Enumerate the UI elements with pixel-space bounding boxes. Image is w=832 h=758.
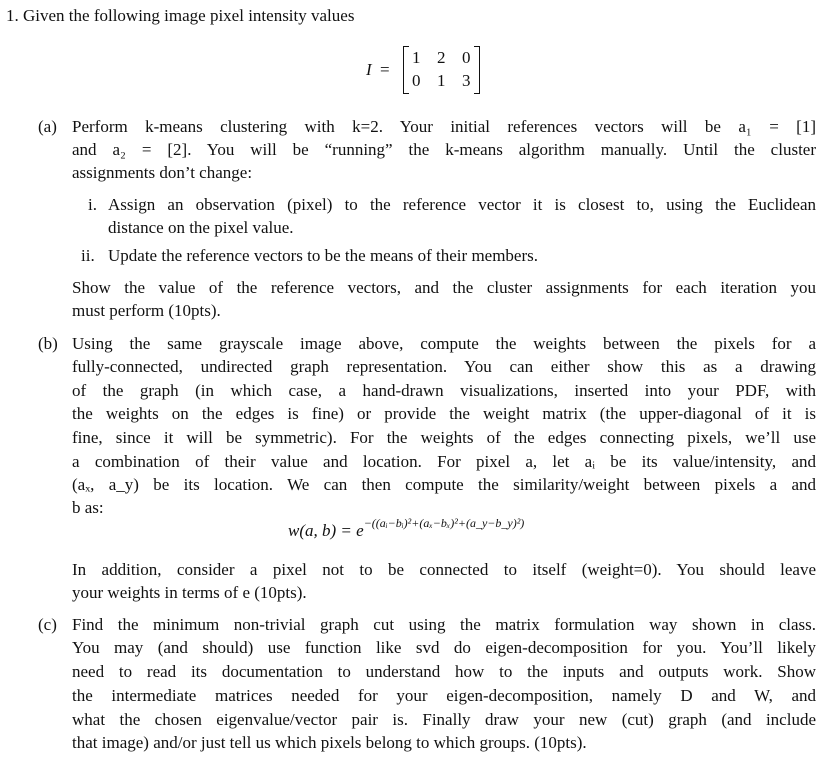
part-a-after-line: Show the value of the reference vectors, and the cluster assignments for each iteration you bbox=[72, 278, 816, 297]
matrix-cell: 0 bbox=[462, 48, 471, 67]
problem-intro: Given the following image pixel intensity values bbox=[23, 6, 355, 25]
weight-equation bbox=[288, 516, 525, 543]
part-a-line: and a₂ = [2]. You will be “running” the k-means algorithm manually. Until the cluster bbox=[72, 140, 816, 159]
step-line: Update the reference vectors to be the means of their members. bbox=[108, 246, 539, 265]
part-b-after-line: your weights in terms of e (10pts). bbox=[72, 583, 307, 602]
matrix-name: I bbox=[366, 60, 372, 79]
part-c-line: need to read its documentation to understand how to the inputs and outputs work. Show bbox=[72, 662, 816, 681]
part-b-line: b as: bbox=[72, 498, 104, 517]
part-c-label: (c) bbox=[38, 615, 57, 634]
matrix-equals: = bbox=[380, 60, 390, 79]
step-i-label: i. bbox=[88, 195, 97, 214]
equation-exponent: −((aᵢ−bᵢ)²+(aₓ−bₓ)²+(a_y−b_y)²) bbox=[363, 516, 525, 530]
matrix-cell: 3 bbox=[462, 71, 471, 90]
part-c-line: You may (and should) use function like svd do eigen-decomposition for you. You’ll likely bbox=[72, 638, 816, 657]
step-line: distance on the pixel value. bbox=[108, 218, 294, 237]
part-b-line: (aₓ, a_y) be its location. We can then compute the similarity/weight between pixels a and bbox=[72, 475, 816, 494]
part-c-line: what the chosen eigenvalue/vector pair is. Finally draw your new (cut) graph (and include bbox=[72, 710, 816, 729]
part-b-after-line: In addition, consider a pixel not to be connected to itself (weight=0). You should leave bbox=[72, 560, 816, 579]
part-c-line: Find the minimum non-trivial graph cut using the matrix formulation way shown in class. bbox=[72, 615, 816, 634]
part-b-line: the weights on the edges is fine) or provide the weight matrix (the upper-diagonal of it is bbox=[72, 404, 816, 423]
problem-header bbox=[6, 5, 354, 27]
matrix-right-bracket bbox=[474, 46, 480, 94]
step-line: Assign an observation (pixel) to the reference vector it is closest to, using the Euclidean bbox=[108, 195, 816, 214]
part-a-line: assignments don’t change: bbox=[72, 163, 253, 182]
part-b-line: of the graph (in which case, a hand-drawn visualizations, inserted into your PDF, with bbox=[72, 381, 816, 400]
matrix-cell: 2 bbox=[437, 48, 446, 67]
part-a-label: (a) bbox=[38, 117, 57, 136]
part-b-line: fine, since it will be symmetric). For the weights of the edges connecting pixels, we’ll use bbox=[72, 428, 816, 447]
matrix-cell: 1 bbox=[437, 71, 446, 90]
matrix-cell: 0 bbox=[412, 71, 421, 90]
matrix-left-bracket bbox=[403, 46, 409, 94]
part-c-line: the intermediate matrices needed for your eigen-decomposition, namely D and W, and bbox=[72, 686, 816, 705]
part-a-line: Perform k-means clustering with k=2. Your initial references vectors will be a₁ = [1] bbox=[72, 117, 816, 136]
part-c-line: that image) and/or just tell us which pixels belong to which groups. (10pts). bbox=[72, 733, 587, 752]
matrix-cell: 1 bbox=[412, 48, 421, 67]
part-b-line: fully-connected, undirected graph representation. You can either show this as a drawing bbox=[72, 357, 816, 376]
problem-number: 1. bbox=[6, 6, 19, 25]
part-b-line: Using the same grayscale image above, compute the weights between the pixels for a bbox=[72, 334, 816, 353]
equation-lhs: w(a, b) = e bbox=[288, 521, 364, 540]
step-ii-label: ii. bbox=[81, 246, 95, 265]
part-b-line: a combination of their value and location. For pixel a, let aᵢ be its value/intensity, and bbox=[72, 452, 816, 471]
part-b-label: (b) bbox=[38, 334, 58, 353]
part-a-after-line: must perform (10pts). bbox=[72, 301, 221, 320]
